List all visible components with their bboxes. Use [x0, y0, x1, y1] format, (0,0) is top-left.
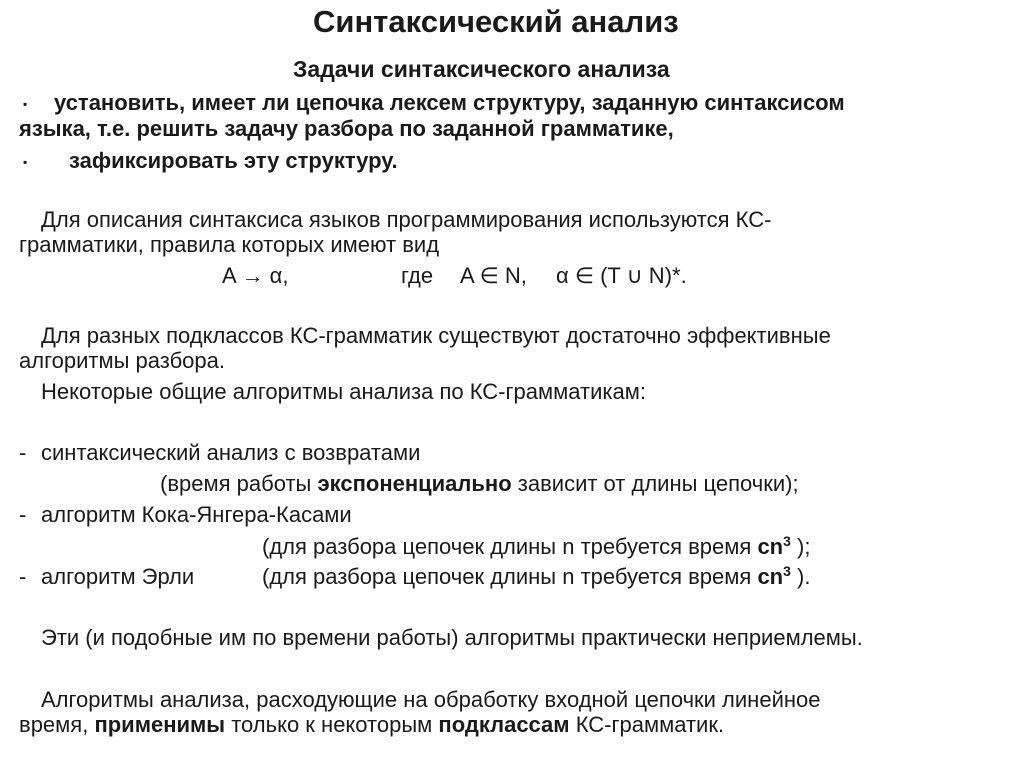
algorithms-intro-line-3: Некоторые общие алгоритмы анализа по КС-грамматикам:	[41, 379, 646, 404]
grammar-line-2: грамматики, правила которых имеют вид	[19, 232, 440, 257]
emphasis-subclasses: подклассам	[438, 712, 570, 737]
emphasis-applicable: применимы	[94, 712, 226, 737]
algorithms-intro-line-2: алгоритмы разбора.	[19, 348, 225, 373]
algorithm-earley-name: алгоритм Эрли	[41, 564, 195, 589]
grammar-rule-lhs: A → α,	[222, 263, 289, 288]
algorithm-earley-note: (для разбора цепочек длины n требуется время $cn^3$ ).	[262, 563, 811, 589]
task-1-line-1: установить, имеет ли цепочка лексем структуру, заданную синтаксисом	[54, 90, 845, 115]
algorithm-cyk-name: алгоритм Кока-Янгера-Касами	[41, 502, 352, 527]
emphasis-exponential: экспоненциально	[317, 471, 512, 496]
conclusion-line-3: время, применимы только к некоторым подклассам КС-грамматик.	[19, 712, 725, 737]
grammar-rule-cond-2: α ∈ (T ∪ N)*.	[556, 263, 687, 288]
grammar-line-1: Для описания синтаксиса языков программирования используются КС-	[41, 207, 772, 232]
list-dash: -	[19, 440, 27, 465]
list-dash: -	[19, 564, 27, 589]
bullet-icon: ▪	[23, 155, 28, 169]
task-2: зафиксировать эту структуру.	[69, 148, 398, 173]
complexity-cn3: $cn^3$	[757, 563, 791, 589]
algorithms-intro-line-1: Для разных подклассов КС-грамматик существуют достаточно эффективные	[41, 323, 831, 348]
bullet-icon: ▪	[23, 97, 28, 111]
conclusion-line-2: Алгоритмы анализа, расходующие на обработку входной цепочки линейное	[41, 687, 821, 712]
algorithm-cyk-note: (для разбора цепочек длины n требуется время $cn^3$ );	[262, 533, 811, 559]
algorithm-backtrack-name: синтаксический анализ с возвратами	[41, 440, 421, 465]
list-dash: -	[19, 502, 27, 527]
grammar-rule-where: где	[401, 263, 434, 288]
complexity-cn3: $cn^3$	[757, 533, 791, 559]
page-title: Синтаксический анализ	[313, 4, 679, 39]
grammar-rule-cond-1: A ∈ N,	[460, 263, 527, 288]
conclusion-line-1: Эти (и подобные им по времени работы) алгоритмы практически неприемлемы.	[41, 625, 863, 650]
section-subtitle: Задачи синтаксического анализа	[293, 56, 670, 82]
task-1-line-2: языка, т.е. решить задачу разбора по заданной грамматике,	[19, 116, 674, 141]
algorithm-backtrack-note: (время работы экспоненциально зависит от длины цепочки);	[160, 471, 799, 496]
